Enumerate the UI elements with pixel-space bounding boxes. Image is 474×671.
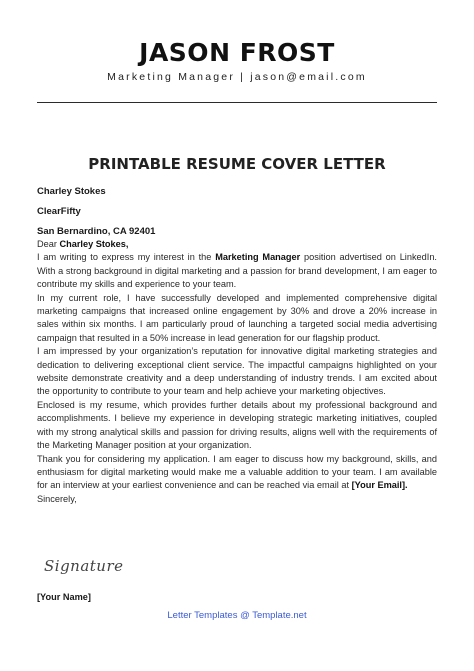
paragraph-5-text: Thank you for considering my application. I am eager to discuss how my background, skills, and enthusiasm for digital marketing would make me a valuable addition to your team. I am available for an interview at your earliest convenience and can be reached via email at (37, 453, 437, 491)
document-title: PRINTABLE RESUME COVER LETTER (88, 155, 386, 173)
recipient-location: San Bernardino, CA 92401 (37, 226, 156, 237)
salutation-name: Charley Stokes, (59, 239, 129, 249)
salutation-prefix: Dear (37, 239, 57, 249)
paragraph-1-start: I am writing to express my interest in the (37, 252, 212, 263)
email-placeholder: [Your Email]. (351, 480, 408, 491)
paragraph-2: In my current role, I have successfully developed and implemented comprehensive digital marketing campaigns that increased online engagement by 30% and drove a 20% increase in sales within six months. I am particularly proud of launching a targeted social media advertising campaign that resulted in a 50% increase in lead generation for our flagship product. (37, 292, 437, 343)
recipient-company: ClearFifty (37, 206, 81, 217)
applicant-subtitle: Marketing Manager | jason@email.com (107, 71, 367, 83)
paragraph-4: Enclosed is my resume, which provides further details about my professional background and accomplishments. I believe my experience in developing strategic marketing initiatives, coupled with my strong analytical skills and passion for driving results, aligns well with the requirements of the Marketing Manager position at your organization. (37, 399, 437, 451)
paragraph-1-end: position advertised on LinkedIn. With a strong background in digital marketing and a passion for brand development, I am eager to contribute my skills and experience to your team. (37, 252, 437, 290)
closing: Sincerely, (37, 493, 77, 504)
footer-link[interactable]: Letter Templates @ Template.net (167, 610, 307, 621)
paragraph-3: I am impressed by your organization’s reputation for innovative digital marketing strategies and dedication to delivering exceptional client service. The impactful campaigns highlighted on your website demonstrate creativity and a deep understanding of industry trends. I am excited about the opportunity to contribute to your team and help achieve your marketing objectives. (37, 346, 437, 397)
paragraph-5 (37, 453, 437, 493)
recipient-name: Charley Stokes (37, 186, 106, 197)
letter-body (37, 238, 437, 506)
applicant-name: JASON FROST (139, 38, 335, 67)
your-name-placeholder: [Your Name] (37, 592, 91, 602)
paragraph-1 (37, 251, 437, 291)
salutation (37, 238, 437, 251)
header-divider (37, 102, 437, 103)
signature: Signature (44, 557, 124, 575)
position-title: Marketing Manager (215, 252, 301, 263)
